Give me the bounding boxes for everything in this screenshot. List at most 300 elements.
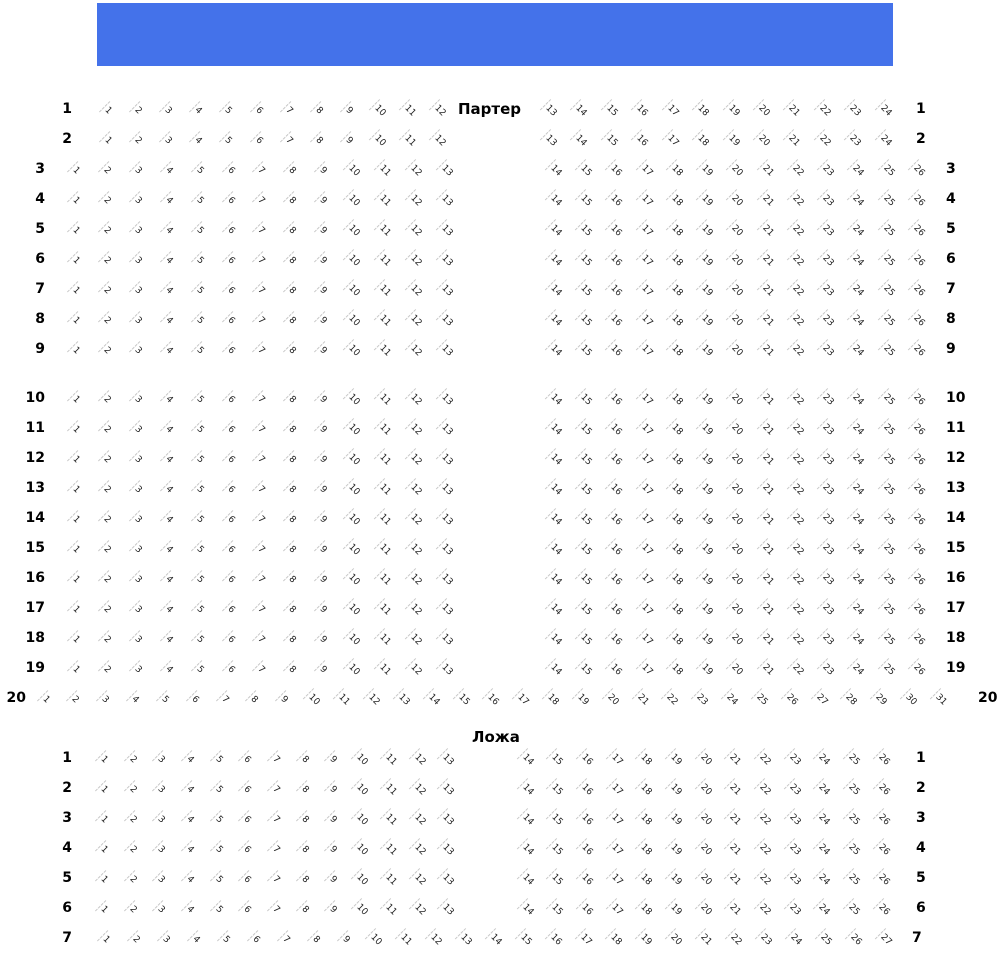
seat[interactable] (91, 334, 122, 364)
seat[interactable] (92, 124, 122, 154)
seat[interactable] (91, 413, 122, 443)
seat[interactable] (276, 334, 307, 364)
seat[interactable] (290, 893, 319, 923)
seat[interactable] (319, 743, 348, 773)
seat[interactable] (903, 473, 933, 503)
seat[interactable] (720, 923, 750, 953)
seat[interactable] (184, 274, 215, 304)
seat[interactable] (752, 184, 782, 214)
seat[interactable] (691, 443, 721, 473)
seat[interactable] (60, 304, 91, 334)
seat[interactable] (750, 803, 780, 833)
seat[interactable] (540, 563, 570, 593)
seat[interactable] (175, 803, 204, 833)
seat[interactable] (276, 274, 307, 304)
seat[interactable] (601, 154, 631, 184)
seat[interactable] (661, 443, 691, 473)
seat[interactable] (290, 863, 319, 893)
seat[interactable] (204, 893, 233, 923)
seat[interactable] (290, 773, 319, 803)
seat[interactable] (307, 593, 338, 623)
seat[interactable] (153, 473, 184, 503)
seat[interactable] (691, 623, 721, 653)
seat[interactable] (153, 443, 184, 473)
seat[interactable] (540, 244, 570, 274)
seat[interactable] (146, 863, 175, 893)
seat[interactable] (782, 533, 812, 563)
seat[interactable] (843, 334, 873, 364)
seat[interactable] (540, 443, 570, 473)
seat[interactable] (601, 593, 631, 623)
seat[interactable] (631, 304, 661, 334)
seat[interactable] (184, 533, 215, 563)
seat[interactable] (91, 214, 122, 244)
seat[interactable] (691, 563, 721, 593)
seat[interactable] (91, 563, 122, 593)
seat[interactable] (290, 743, 319, 773)
seat[interactable] (631, 743, 661, 773)
seat[interactable] (839, 803, 869, 833)
seat[interactable] (540, 593, 570, 623)
seat[interactable] (153, 274, 184, 304)
seat[interactable] (276, 154, 307, 184)
seat[interactable] (400, 154, 431, 184)
seat[interactable] (660, 803, 690, 833)
seat[interactable] (571, 863, 601, 893)
seat[interactable] (276, 184, 307, 214)
seat[interactable] (752, 593, 782, 623)
seat[interactable] (570, 214, 600, 244)
seat[interactable] (512, 863, 542, 893)
seat[interactable] (809, 893, 839, 923)
seat[interactable] (122, 623, 153, 653)
seat[interactable] (90, 683, 120, 713)
seat[interactable] (369, 443, 400, 473)
seat[interactable] (209, 683, 239, 713)
seat[interactable] (750, 743, 780, 773)
seat[interactable] (691, 593, 721, 623)
seat[interactable] (843, 623, 873, 653)
seat[interactable] (204, 803, 233, 833)
seat[interactable] (601, 563, 631, 593)
seat[interactable] (245, 154, 276, 184)
seat[interactable] (873, 214, 903, 244)
seat[interactable] (873, 443, 903, 473)
seat[interactable] (60, 274, 91, 304)
seat[interactable] (752, 473, 782, 503)
seat[interactable] (809, 773, 839, 803)
seat[interactable] (661, 334, 691, 364)
seat[interactable] (214, 563, 245, 593)
seat[interactable] (782, 443, 812, 473)
seat[interactable] (91, 503, 122, 533)
seat[interactable] (903, 623, 933, 653)
seat[interactable] (690, 743, 720, 773)
seat[interactable] (752, 334, 782, 364)
seat[interactable] (91, 304, 122, 334)
seat[interactable] (812, 443, 842, 473)
seat[interactable] (687, 94, 717, 124)
seat[interactable] (720, 803, 750, 833)
seat[interactable] (91, 184, 122, 214)
seat[interactable] (214, 443, 245, 473)
seat[interactable] (782, 214, 812, 244)
seat[interactable] (369, 334, 400, 364)
seat[interactable] (661, 533, 691, 563)
seat[interactable] (400, 184, 431, 214)
seat[interactable] (369, 274, 400, 304)
seat[interactable] (245, 533, 276, 563)
seat[interactable] (146, 893, 175, 923)
seat[interactable] (153, 244, 184, 274)
seat[interactable] (843, 383, 873, 413)
seat[interactable] (400, 623, 431, 653)
seat[interactable] (60, 214, 91, 244)
seat[interactable] (122, 214, 153, 244)
seat[interactable] (118, 803, 147, 833)
seat[interactable] (722, 304, 752, 334)
seat[interactable] (369, 154, 400, 184)
seat[interactable] (184, 413, 215, 443)
seat[interactable] (631, 274, 661, 304)
seat[interactable] (722, 244, 752, 274)
seat[interactable] (903, 383, 933, 413)
seat[interactable] (691, 244, 721, 274)
seat[interactable] (146, 743, 175, 773)
seat[interactable] (601, 214, 631, 244)
seat[interactable] (400, 563, 431, 593)
seat[interactable] (400, 274, 431, 304)
seat[interactable] (873, 274, 903, 304)
seat[interactable] (631, 623, 661, 653)
seat[interactable] (334, 94, 364, 124)
seat[interactable] (873, 623, 903, 653)
seat[interactable] (873, 503, 903, 533)
seat[interactable] (405, 863, 434, 893)
seat[interactable] (782, 653, 812, 683)
seat[interactable] (245, 244, 276, 274)
seat[interactable] (540, 184, 570, 214)
seat[interactable] (232, 863, 261, 893)
seat[interactable] (810, 923, 840, 953)
seat[interactable] (782, 563, 812, 593)
seat[interactable] (338, 563, 369, 593)
seat[interactable] (631, 593, 661, 623)
seat[interactable] (752, 533, 782, 563)
seat[interactable] (570, 533, 600, 563)
seat[interactable] (347, 803, 376, 833)
seat[interactable] (570, 593, 600, 623)
seat[interactable] (812, 334, 842, 364)
seat[interactable] (338, 593, 369, 623)
seat[interactable] (153, 623, 184, 653)
seat[interactable] (369, 304, 400, 334)
seat[interactable] (405, 803, 434, 833)
seat[interactable] (307, 653, 338, 683)
seat[interactable] (600, 923, 630, 953)
seat[interactable] (153, 214, 184, 244)
seat[interactable] (431, 274, 462, 304)
seat[interactable] (843, 154, 873, 184)
seat[interactable] (122, 503, 153, 533)
seat[interactable] (276, 473, 307, 503)
seat[interactable] (540, 383, 570, 413)
seat[interactable] (261, 743, 290, 773)
seat[interactable] (245, 214, 276, 244)
seat[interactable] (261, 893, 290, 923)
seat[interactable] (405, 833, 434, 863)
seat[interactable] (184, 214, 215, 244)
seat[interactable] (870, 124, 900, 154)
seat[interactable] (570, 383, 600, 413)
seat[interactable] (276, 563, 307, 593)
seat[interactable] (319, 863, 348, 893)
seat[interactable] (276, 244, 307, 274)
seat[interactable] (319, 773, 348, 803)
seat[interactable] (540, 653, 570, 683)
seat[interactable] (276, 503, 307, 533)
seat[interactable] (89, 803, 118, 833)
seat[interactable] (903, 214, 933, 244)
seat[interactable] (369, 473, 400, 503)
seat[interactable] (433, 743, 462, 773)
seat[interactable] (722, 214, 752, 244)
seat[interactable] (307, 304, 338, 334)
seat[interactable] (347, 893, 376, 923)
seat[interactable] (232, 893, 261, 923)
seat[interactable] (204, 743, 233, 773)
seat[interactable] (276, 214, 307, 244)
seat[interactable] (245, 413, 276, 443)
seat[interactable] (307, 563, 338, 593)
seat[interactable] (510, 923, 540, 953)
seat[interactable] (690, 833, 720, 863)
seat[interactable] (839, 833, 869, 863)
seat[interactable] (782, 593, 812, 623)
seat[interactable] (631, 563, 661, 593)
seat[interactable] (750, 893, 780, 923)
seat[interactable] (570, 923, 600, 953)
seat[interactable] (433, 833, 462, 863)
seat[interactable] (183, 124, 213, 154)
seat[interactable] (843, 533, 873, 563)
seat[interactable] (843, 274, 873, 304)
seat[interactable] (60, 244, 91, 274)
seat[interactable] (431, 623, 462, 653)
seat[interactable] (839, 773, 869, 803)
seat[interactable] (716, 683, 746, 713)
seat[interactable] (276, 533, 307, 563)
seat[interactable] (690, 773, 720, 803)
seat[interactable] (30, 683, 60, 713)
seat[interactable] (627, 683, 657, 713)
seat[interactable] (570, 623, 600, 653)
seat[interactable] (245, 473, 276, 503)
seat[interactable] (601, 383, 631, 413)
seat[interactable] (122, 563, 153, 593)
seat[interactable] (601, 274, 631, 304)
seat[interactable] (273, 94, 303, 124)
seat[interactable] (245, 334, 276, 364)
seat[interactable] (873, 593, 903, 623)
seat[interactable] (752, 214, 782, 244)
seat[interactable] (183, 94, 213, 124)
seat[interactable] (868, 893, 898, 923)
seat[interactable] (91, 473, 122, 503)
seat[interactable] (540, 154, 570, 184)
seat[interactable] (661, 653, 691, 683)
seat[interactable] (540, 334, 570, 364)
seat[interactable] (122, 383, 153, 413)
seat[interactable] (782, 413, 812, 443)
seat[interactable] (184, 653, 215, 683)
seat[interactable] (149, 683, 179, 713)
seat[interactable] (903, 244, 933, 274)
seat[interactable] (809, 124, 839, 154)
seat[interactable] (122, 653, 153, 683)
seat[interactable] (60, 593, 91, 623)
seat[interactable] (631, 334, 661, 364)
seat[interactable] (868, 803, 898, 833)
seat[interactable] (843, 413, 873, 443)
seat[interactable] (431, 653, 462, 683)
seat[interactable] (722, 413, 752, 443)
seat[interactable] (122, 184, 153, 214)
seat[interactable] (512, 773, 542, 803)
seat[interactable] (812, 184, 842, 214)
seat[interactable] (276, 593, 307, 623)
seat[interactable] (153, 184, 184, 214)
seat[interactable] (809, 863, 839, 893)
seat[interactable] (631, 533, 661, 563)
seat[interactable] (60, 563, 91, 593)
seat[interactable] (338, 503, 369, 533)
seat[interactable] (752, 653, 782, 683)
seat[interactable] (245, 304, 276, 334)
seat[interactable] (122, 244, 153, 274)
seat[interactable] (122, 334, 153, 364)
seat[interactable] (661, 184, 691, 214)
seat[interactable] (91, 653, 122, 683)
seat[interactable] (690, 923, 720, 953)
seat[interactable] (369, 593, 400, 623)
seat[interactable] (431, 214, 462, 244)
seat[interactable] (866, 683, 896, 713)
seat[interactable] (91, 623, 122, 653)
seat[interactable] (240, 923, 270, 953)
seat[interactable] (122, 413, 153, 443)
seat[interactable] (347, 863, 376, 893)
seat[interactable] (334, 124, 364, 154)
seat[interactable] (535, 94, 565, 124)
seat[interactable] (752, 623, 782, 653)
seat[interactable] (261, 833, 290, 863)
seat[interactable] (631, 653, 661, 683)
seat[interactable] (540, 473, 570, 503)
seat[interactable] (812, 503, 842, 533)
seat[interactable] (782, 383, 812, 413)
seat[interactable] (782, 184, 812, 214)
seat[interactable] (431, 473, 462, 503)
seat[interactable] (400, 214, 431, 244)
seat[interactable] (661, 244, 691, 274)
seat[interactable] (91, 533, 122, 563)
seat[interactable] (809, 743, 839, 773)
seat[interactable] (276, 443, 307, 473)
seat[interactable] (512, 833, 542, 863)
seat[interactable] (542, 833, 572, 863)
seat[interactable] (843, 563, 873, 593)
seat[interactable] (839, 124, 869, 154)
seat[interactable] (812, 413, 842, 443)
seat[interactable] (690, 893, 720, 923)
seat[interactable] (836, 683, 866, 713)
seat[interactable] (782, 623, 812, 653)
seat[interactable] (369, 244, 400, 274)
seat[interactable] (210, 923, 240, 953)
seat[interactable] (626, 124, 656, 154)
seat[interactable] (153, 413, 184, 443)
seat[interactable] (433, 863, 462, 893)
seat[interactable] (146, 833, 175, 863)
seat[interactable] (567, 683, 597, 713)
seat[interactable] (570, 304, 600, 334)
seat[interactable] (122, 124, 152, 154)
seat[interactable] (152, 94, 182, 124)
seat[interactable] (601, 244, 631, 274)
seat[interactable] (433, 773, 462, 803)
seat[interactable] (290, 803, 319, 833)
seat[interactable] (843, 244, 873, 274)
seat[interactable] (245, 184, 276, 214)
seat[interactable] (782, 473, 812, 503)
seat[interactable] (450, 923, 480, 953)
seat[interactable] (779, 94, 809, 124)
seat[interactable] (338, 184, 369, 214)
seat[interactable] (369, 623, 400, 653)
seat[interactable] (661, 304, 691, 334)
seat[interactable] (307, 154, 338, 184)
seat[interactable] (214, 244, 245, 274)
seat[interactable] (118, 863, 147, 893)
seat[interactable] (903, 304, 933, 334)
seat[interactable] (214, 653, 245, 683)
seat[interactable] (812, 274, 842, 304)
seat[interactable] (903, 154, 933, 184)
seat[interactable] (752, 503, 782, 533)
seat[interactable] (89, 773, 118, 803)
seat[interactable] (748, 94, 778, 124)
seat[interactable] (245, 593, 276, 623)
seat[interactable] (722, 593, 752, 623)
seat[interactable] (118, 833, 147, 863)
seat[interactable] (60, 653, 91, 683)
seat[interactable] (232, 803, 261, 833)
seat[interactable] (839, 893, 869, 923)
seat[interactable] (903, 334, 933, 364)
seat[interactable] (300, 923, 330, 953)
seat[interactable] (750, 773, 780, 803)
seat[interactable] (448, 683, 478, 713)
seat[interactable] (631, 473, 661, 503)
seat[interactable] (369, 653, 400, 683)
seat[interactable] (347, 773, 376, 803)
seat[interactable] (118, 893, 147, 923)
seat[interactable] (512, 743, 542, 773)
seat[interactable] (394, 94, 424, 124)
seat[interactable] (376, 773, 405, 803)
seat[interactable] (779, 773, 809, 803)
